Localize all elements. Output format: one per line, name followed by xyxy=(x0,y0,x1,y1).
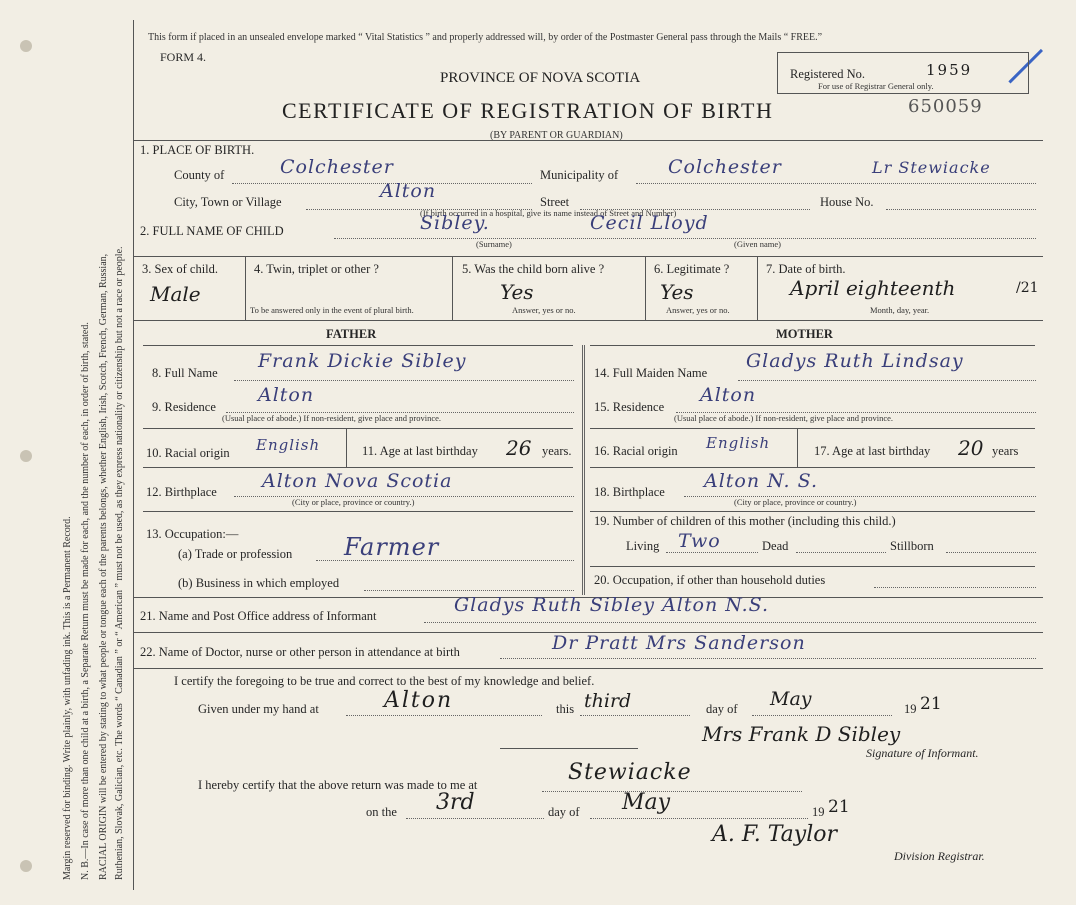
legitimate-label: 6. Legitimate ? xyxy=(654,262,730,276)
day-of-label: day of xyxy=(706,702,738,716)
father-birthplace-label: 12. Birthplace xyxy=(146,485,217,499)
legitimate-note: Answer, yes or no. xyxy=(666,305,730,315)
mother-age-unit: years xyxy=(992,444,1019,458)
province-heading: PROVINCE OF NOVA SCOTIA xyxy=(440,70,641,86)
hospital-note: (If birth occurred in a hospital, give its name instead of Street and Number) xyxy=(420,208,677,218)
date-value: April eighteenth xyxy=(790,276,956,300)
street-label: Street xyxy=(540,195,570,209)
place-heading: 1. PLACE OF BIRTH. xyxy=(140,143,255,157)
given-place: Alton xyxy=(384,688,454,713)
given-note: (Given name) xyxy=(734,239,781,249)
mother-age: 20 xyxy=(958,436,984,460)
child-name-label: 2. FULL NAME OF CHILD xyxy=(140,224,284,238)
margin-note: Margin reserved for binding. Write plainly, with unfading ink. This is a Permanent Record. xyxy=(62,516,73,880)
municipality-value: Colchester xyxy=(668,156,782,178)
sex-label: 3. Sex of child. xyxy=(142,262,219,276)
racial-note-2: Ruthenian, Slovak, Galician, etc. The words “ Canadian ” or “ American ” must not be used, as they express nationality or citizenship but not a race or people. xyxy=(114,246,125,880)
father-age: 26 xyxy=(506,436,532,460)
mother-age-label: 17. Age at last birthday xyxy=(814,444,931,458)
registrar-year-prefix: 19 xyxy=(812,805,825,819)
father-heading: FATHER xyxy=(326,327,377,341)
mother-birthplace: Alton N. S. xyxy=(704,470,819,492)
punch-hole xyxy=(20,860,32,872)
mother-occupation-label: 20. Occupation, if other than household duties xyxy=(594,573,826,587)
alive-note: Answer, yes or no. xyxy=(512,305,576,315)
mother-name-label: 14. Full Maiden Name xyxy=(594,366,708,380)
father-residence-note: (Usual place of abode.) If non-resident, give place and province. xyxy=(222,413,442,423)
mother-racial: English xyxy=(706,434,771,452)
registered-box xyxy=(777,52,1029,94)
living-value: Two xyxy=(678,530,721,552)
registrar-day: 3rd xyxy=(436,790,475,815)
registrar-place: Stewiacke xyxy=(568,760,692,785)
father-age-unit: years. xyxy=(542,444,572,458)
alive-value: Yes xyxy=(500,280,534,304)
nb-note: N. B.—In case of more than one child at a birth, a Separate Return must be made for each, and the number of each, in order of birth, stated. xyxy=(80,322,91,880)
stillborn-label: Stillborn xyxy=(890,539,934,553)
twin-note: To be answered only in the event of plural birth. xyxy=(250,305,414,315)
surname-note: (Surname) xyxy=(476,239,512,249)
informant-label: 21. Name and Post Office address of Informant xyxy=(140,609,377,623)
dead-label: Dead xyxy=(762,539,789,553)
county-value: Colchester xyxy=(280,156,394,178)
this-label: this xyxy=(556,702,575,716)
certify-text: I certify the foregoing to be true and correct to the best of my knowledge and belief. xyxy=(174,674,595,688)
father-name-label: 8. Full Name xyxy=(152,366,218,380)
punch-hole xyxy=(20,450,32,462)
house-label: House No. xyxy=(820,195,874,209)
year-prefix: 19 xyxy=(904,702,917,716)
registered-number: 1959 xyxy=(926,61,973,79)
subtitle: (BY PARENT OR GUARDIAN) xyxy=(490,130,623,141)
father-birthplace-note: (City or place, province or country.) xyxy=(292,497,415,507)
mother-racial-label: 16. Racial origin xyxy=(594,444,678,458)
mother-residence: Alton xyxy=(700,384,757,406)
father-residence: Alton xyxy=(258,384,315,406)
registrar-title: Division Registrar. xyxy=(894,849,985,863)
divider xyxy=(133,140,1043,141)
trade-label: (a) Trade or profession xyxy=(178,547,293,561)
father-racial: English xyxy=(256,436,321,454)
child-given-name: Cecil Lloyd xyxy=(590,212,709,234)
registered-label: Registered No. xyxy=(790,67,865,81)
mailing-notice: This form if placed in an unsealed envelope marked “ Vital Statistics ” and properly addressed will, by order of the Postmaster General pass through the Mails “ FREE.” xyxy=(148,32,823,43)
date-note: Month, day, year. xyxy=(870,305,930,315)
signature-label: Signature of Informant. xyxy=(866,746,979,760)
father-age-label: 11. Age at last birthday xyxy=(362,444,478,458)
children-label: 19. Number of children of this mother (including this child.) xyxy=(594,514,896,528)
registrar-year-suffix: 21 xyxy=(828,797,850,817)
margin-rule xyxy=(133,20,134,890)
date-label: 7. Date of birth. xyxy=(766,262,846,276)
registrar-day-of: day of xyxy=(548,805,580,819)
mother-birthplace-label: 18. Birthplace xyxy=(594,485,665,499)
county-label: County of xyxy=(174,168,225,182)
on-the-label: on the xyxy=(366,805,397,819)
father-birthplace: Alton Nova Scotia xyxy=(262,470,453,492)
registrar-month: May xyxy=(622,790,671,815)
twin-label: 4. Twin, triplet or other ? xyxy=(254,262,379,276)
alive-label: 5. Was the child born alive ? xyxy=(462,262,605,276)
informant-signature: Mrs Frank D Sibley xyxy=(702,722,901,746)
form-number: FORM 4. xyxy=(160,50,207,64)
given-day: third xyxy=(584,690,632,712)
child-surname: Sibley. xyxy=(420,212,490,234)
given-label: Given under my hand at xyxy=(198,702,319,716)
stamp-number: 650059 xyxy=(908,96,983,117)
registered-note: For use of Registrar General only. xyxy=(818,81,934,91)
city-label: City, Town or Village xyxy=(174,195,282,209)
informant-value: Gladys Ruth Sibley Alton N.S. xyxy=(454,594,770,616)
racial-note-1: RACIAL ORIGIN will be entered by stating to what people or tongue each of the parents belongs, whether English, Irish, Scotch, French, German, Russian, xyxy=(98,253,109,880)
municipality-extra: Lr Stewiacke xyxy=(872,158,991,177)
legitimate-value: Yes xyxy=(660,280,694,304)
mother-residence-label: 15. Residence xyxy=(594,400,665,414)
mother-birthplace-note: (City or place, province or country.) xyxy=(734,497,857,507)
business-label: (b) Business in which employed xyxy=(178,576,340,590)
occupation-label: 13. Occupation:— xyxy=(146,527,239,541)
year-suffix: 21 xyxy=(920,694,942,714)
punch-hole xyxy=(20,40,32,52)
date-year: /21 xyxy=(1016,280,1039,296)
father-racial-label: 10. Racial origin xyxy=(146,446,230,460)
registrar-signature: A. F. Taylor xyxy=(712,822,838,847)
column-divider xyxy=(582,345,585,595)
mother-residence-note: (Usual place of abode.) If non-resident, give place and province. xyxy=(674,413,894,423)
doctor-label: 22. Name of Doctor, nurse or other person in attendance at birth xyxy=(140,645,460,659)
living-label: Living xyxy=(626,539,660,553)
page-title: CERTIFICATE OF REGISTRATION OF BIRTH xyxy=(282,98,774,123)
city-value: Alton xyxy=(380,180,437,202)
municipality-label: Municipality of xyxy=(540,168,619,182)
father-trade: Farmer xyxy=(344,533,440,561)
father-name: Frank Dickie Sibley xyxy=(258,350,467,372)
sex-value: Male xyxy=(150,282,201,306)
given-month: May xyxy=(770,688,812,710)
mother-name: Gladys Ruth Lindsay xyxy=(746,350,964,372)
father-residence-label: 9. Residence xyxy=(152,400,216,414)
doctor-value: Dr Pratt Mrs Sanderson xyxy=(552,632,806,654)
registrar-text: I hereby certify that the above return was made to me at xyxy=(198,778,478,792)
mother-heading: MOTHER xyxy=(776,327,833,341)
